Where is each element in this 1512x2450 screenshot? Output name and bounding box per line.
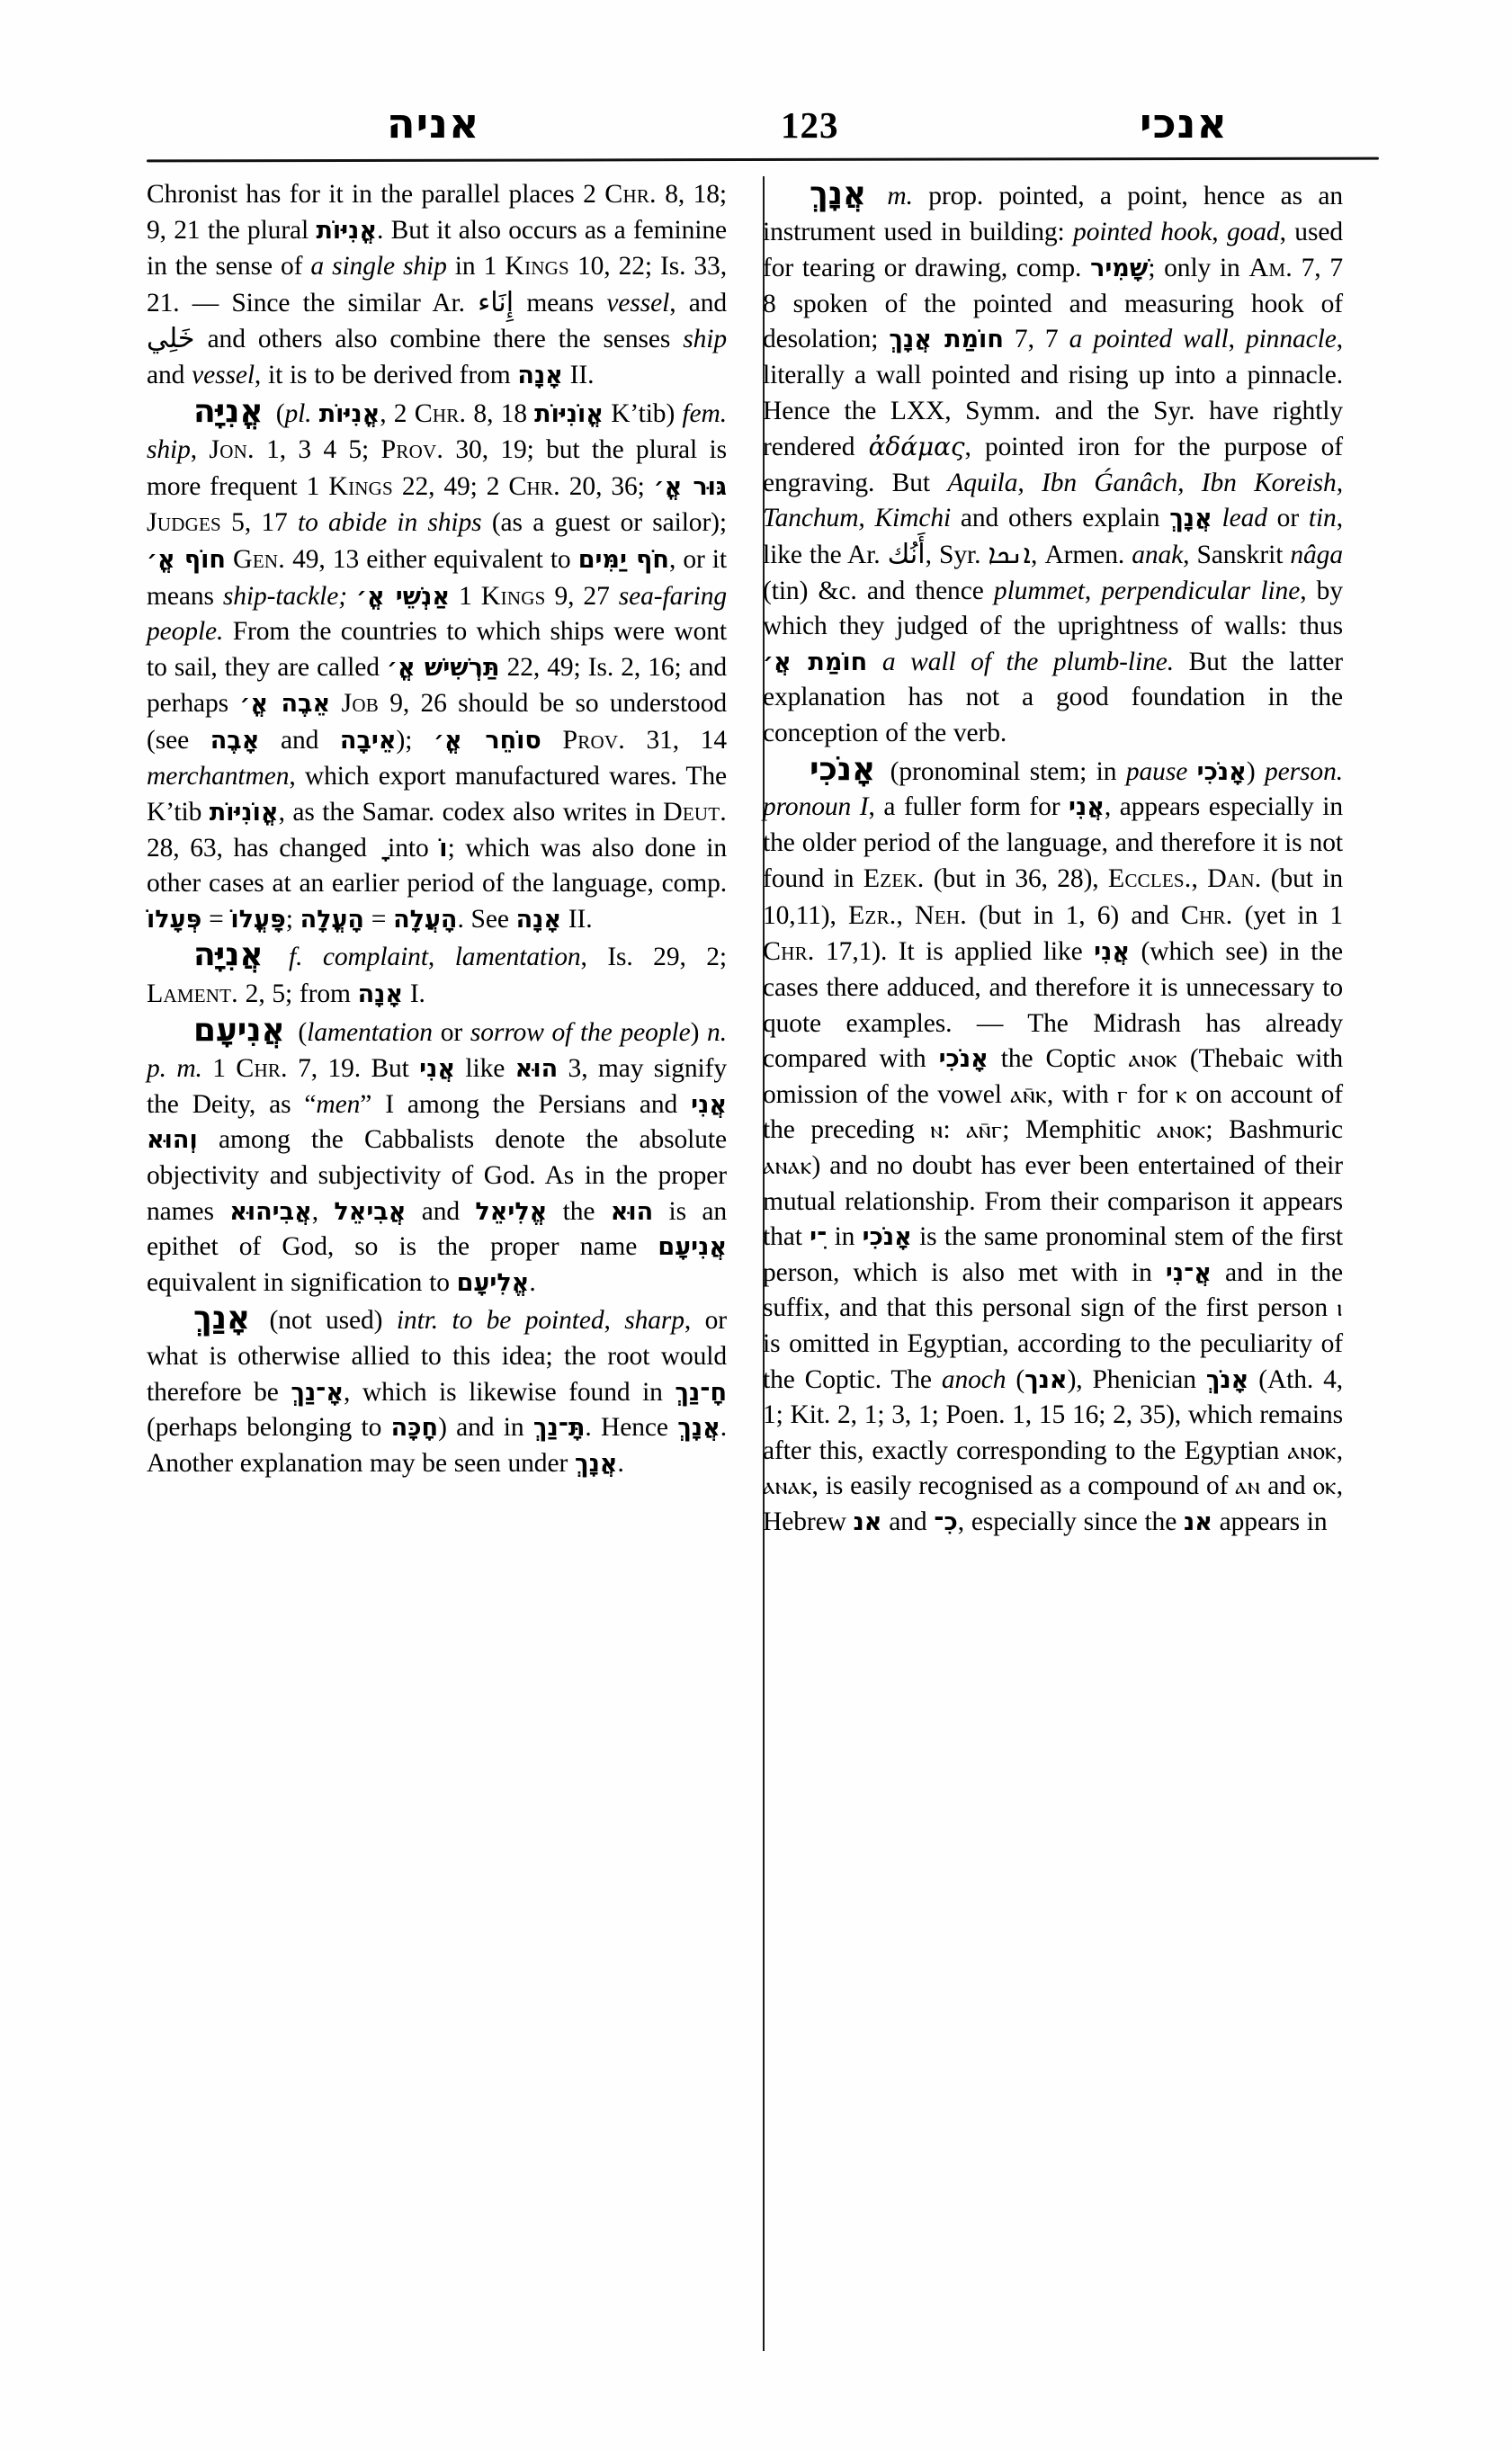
running-head xyxy=(144,79,1385,148)
two-column-body xyxy=(147,176,1381,2362)
page-number: 123 xyxy=(781,104,839,146)
dictionary-entry: אָנֹכִי (pronominal stem; in pause אָנֹכִי) person. pronoun I, a fuller form for אֲנִי, appears especially in the older period of the language, and therefore it is not found in Ezek. (but in 36, 28), Eccles., Dan. (but in 10,11), Ezr., Neh. (but in 1, 6) and Chr. (yet in 1 Chr. 17,1). It is applied like אֲנִי (which see) in the cases there adduced, and therefore it is unnecessary to quote examples. — The Midrash has already compared with אָנֹכִי the Coptic ⲁⲛⲟⲕ (Thebaic with omission of the vowel ⲁⲛ̄ⲕ, with ⲅ for ⲕ on account of the preceding ⲛ: ⲁⲛ̄ⲅ; Memphitic ⲁⲛⲟⲕ; Bashmuric ⲁⲛⲁⲕ) and no doubt has ever been entertained of their mutual relationship. From their comparison it appears that ־ִי in אָנֹכִי is the same pronominal stem of the first person, which is also met with in אֲ־נִי and in the suffix, and that this personal sign of the first person ⲓ is omitted in Egyptian, according to the peculiarity of the Coptic. The anoch (אנך), Phenician אָנֹךְ (Ath. 4, 1; Kit. 2, 1; 3, 1; Poen. 1, 15 16; 2, 35), which remains after this, exactly corresponding to the Egyptian ⲁⲛⲟⲕ, ⲁⲛⲁⲕ, is easily recognised as a compound of ⲁⲛ and ⲟⲕ, Hebrew אנ and כִ־, especially since the אנ appears in xyxy=(763,750,1344,1536)
dictionary-entry: אֲנִיָּה f. complaint, lamentation, Is. 29, 2; Lament. 2, 5; from אָנָה I. xyxy=(147,936,727,1009)
dictionary-entry: Chronist has for it in the parallel places 2 Chr. 8, 18; 9, 21 the plural אֳנִיּוֹת. But it also occurs as a feminine in the sense of a single ship in 1 Kings 10, 22; Is. 33, 21. — Since the similar Ar. إِنَاء means vessel, and خَلِي and others also combine there the senses ship and vessel, it is to be derived from אָנָה II. xyxy=(147,179,727,389)
dictionary-entry: אֲנָךְ m. prop. pointed, a point, hence as an instrument used in building: pointed hook, goad, used for tearing or drawing, comp. שָׁמִיר; only in Am. 7, 7 8 spoken of the pointed and measuring hook of desolation; חוֹמַת אֲנָךְ 7, 7 a pointed wall, pinnacle, literally a wall pointed and rising up into a pinnacle. Hence the LXX, Symm. and the Syr. have rightly rendered ἀδάμας, pointed iron for the purpose of engraving. But Aquila, Ibn Ǵanâch, Ibn Koreish, Tanchum, Kimchi and others explain אֲנָךְ lead or tin, like the Ar. أَنُك, Syr. ܐܢܟܐ, Armen. anak, Sanskrit nâga (tin) &c. and thence plummet, perpendicular line, by which they judged of the uprightness of walls: thus חוֹמַת אֲ׳ a wall of the plumb-line. But the latter explanation has not a good foundation in the conception of the verb. xyxy=(763,175,1343,747)
running-head-left-headword: אניה xyxy=(387,99,480,148)
dictionary-entry: אֳנִיָּה (pl. אֳנִיּוֹת, 2 Chr. 8, 18 אֳוֹנִיּוֹת K’tib) fem. ship, Jon. 1, 3 4 5; Prov. 30, 19; but the plural is more frequent 1 Kings 22, 49; 2 Chr. 20, 36; גּוּר אֳ׳ Judges 5, 17 to abide in ships (as a guest or sailor); חוֹף אֳ׳ Gen. 49, 13 either equivalent to חֹף יַמִּים, or it means ship-tackle; אַנְשֵׁי אֳ׳ 1 Kings 9, 27 sea-faring people. From the countries to which ships were wont to sail, they are called תַּרְשִׁישׁ אֳ׳ 22, 49; Is. 2, 16; and perhaps אֵבֶה אֳ׳ Job 9, 26 should be so understood (see אָבֶה and אֵיבָה); סוֹחֵר אֳ׳ Prov. 31, 14 merchantmen, which export manufactured wares. The K’tib אֳוֹנִיּוֹת, as the Samar. codex also writes in Deut. 28, 63, has changed into וֹ; which was also done in other cases at an earlier period of the language, comp. פְּעָלוֹ = פָּעֳלוֹ; הָעֳלָה = הָעֲלָה. See אָנָה II. xyxy=(147,392,728,934)
running-head-right-headword: אנכי xyxy=(1140,99,1228,148)
left-column xyxy=(147,176,743,2362)
header-rule xyxy=(147,157,1379,163)
dictionary-entry: אָנַךְ (not used) intr. to be pointed, sharp, or what is otherwise allied to this idea; the root would therefore be אָ־נַךְ, which is likewise found in חָ־נַךְ (perhaps belonging to חָכָּה) and in תָּ־נַךְ. Hence אֲנָךְ. Another explanation may be seen under אֲנָךְ. xyxy=(147,1300,728,1478)
dictionary-entry: אֲנִיעָם (lamentation or sorrow of the people) n. p. m. 1 Chr. 7, 19. But אֲנִי like הוּא 3, may signify the Deity, as “men” I among the Persians and אֲנִי וְהוּא among the Cabbalists denote the absolute objectivity and subjectivity of God. As in the proper names אֲבִיהוּא, אֲבִיאֵל and אֱלִיאֵל the הוּא is an epithet of God, so is the proper name אֲנִיעָם equivalent in signification to אֱלִיעָם. xyxy=(147,1011,727,1297)
right-column xyxy=(743,176,1343,2362)
